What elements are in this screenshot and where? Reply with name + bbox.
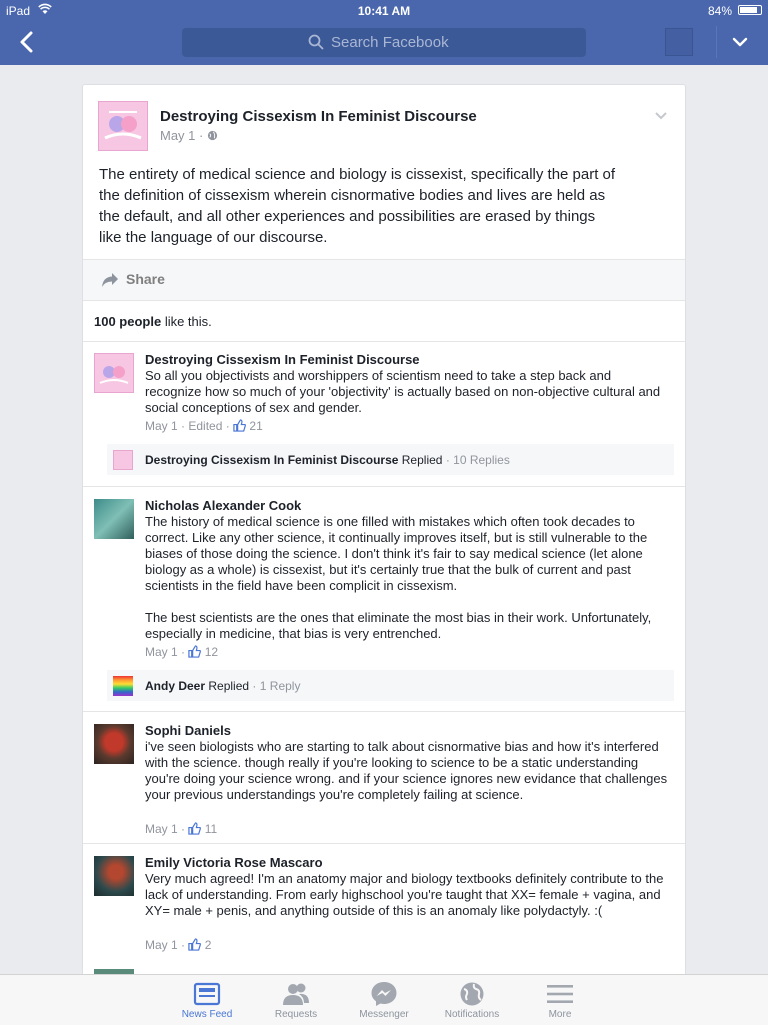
- comment-date[interactable]: May 1: [145, 419, 178, 433]
- tab-bar: [0, 974, 768, 1025]
- navigation-bar: [0, 20, 768, 65]
- comment-date[interactable]: May 1: [145, 645, 178, 659]
- news-feed-icon: [193, 981, 221, 1007]
- comment-date[interactable]: May 1: [145, 822, 178, 836]
- tab-label: News Feed: [181, 1009, 233, 1020]
- tab-requests[interactable]: [256, 975, 336, 1025]
- comment-body: So all you objectivists and worshippers of scientism need to take a step back and recognize how so much of your 'objectivity' is actually based on non-objective cultural and social conceptions of sex and gender.: [145, 368, 661, 415]
- avatar[interactable]: [94, 499, 134, 539]
- comment: [83, 487, 685, 711]
- edited-label[interactable]: Edited: [188, 419, 223, 433]
- comment-body-paragraph-2: The best scientists are the ones that eliminate the most bias in their work. Unfortunately, especially in medicine, that bias is very entrenched.: [145, 610, 652, 641]
- search-bar[interactable]: [182, 28, 586, 57]
- reply-count: · 10 Replies: [445, 453, 510, 467]
- reply-summary: [145, 679, 300, 693]
- share-icon: [101, 272, 119, 293]
- avatar[interactable]: [94, 353, 134, 393]
- replies-link[interactable]: [107, 670, 674, 701]
- comment-author[interactable]: Sophi Daniels: [145, 723, 231, 738]
- avatar[interactable]: [94, 856, 134, 896]
- like-icon[interactable]: [188, 645, 201, 661]
- chevron-left-icon: [14, 29, 40, 55]
- comment-meta: May 1 · Edited · 21: [145, 419, 263, 433]
- search-icon: [308, 34, 324, 54]
- reply-summary: [145, 453, 510, 467]
- tab-news-feed[interactable]: [167, 975, 247, 1025]
- comment-like-count: 11: [204, 822, 218, 836]
- likes-count[interactable]: 100 people: [94, 314, 162, 329]
- meta-separator: ·: [199, 128, 204, 143]
- comment: [83, 341, 685, 486]
- status-bar: [0, 0, 768, 20]
- friends-icon: [282, 981, 310, 1007]
- post-options-button[interactable]: [653, 109, 669, 127]
- tab-label: Notifications: [444, 1009, 500, 1020]
- page-avatar[interactable]: [98, 101, 148, 151]
- comment-meta: May 1 · 12: [145, 645, 219, 659]
- nav-menu-button[interactable]: [728, 32, 752, 52]
- battery-percent: 84%: [707, 4, 732, 18]
- tab-notifications[interactable]: [432, 975, 512, 1025]
- reply-avatar: [113, 676, 133, 696]
- menu-icon: [546, 981, 574, 1007]
- comment-meta: May 1 · 2: [145, 938, 212, 952]
- messenger-icon: [370, 981, 398, 1007]
- chevron-down-icon: [653, 110, 669, 122]
- comment-author[interactable]: Nicholas Alexander Cook: [145, 498, 302, 513]
- post-header: [83, 85, 685, 245]
- reply-author: Andy Deer: [145, 679, 206, 693]
- comment: [83, 712, 685, 843]
- comment-date[interactable]: May 1: [145, 938, 178, 952]
- comment-like-count: 12: [204, 645, 219, 659]
- like-icon[interactable]: [233, 419, 246, 435]
- comment-like-count: 2: [204, 938, 212, 952]
- reply-text: Replied: [208, 679, 250, 693]
- like-icon[interactable]: [188, 938, 201, 954]
- reply-author: Destroying Cissexism In Feminist Discourse: [145, 453, 399, 467]
- tab-more[interactable]: [520, 975, 600, 1025]
- nav-action-button[interactable]: [665, 28, 693, 56]
- tab-messenger[interactable]: [344, 975, 424, 1025]
- reply-avatar: [113, 450, 133, 470]
- likes-suffix: like this.: [161, 314, 212, 329]
- post-card: [82, 84, 686, 984]
- clock: 10:41 AM: [357, 4, 411, 18]
- nav-divider: [716, 26, 717, 58]
- tab-label: Requests: [274, 1009, 318, 1020]
- page-name[interactable]: Destroying Cissexism In Feminist Discourse: [160, 108, 477, 125]
- likes-text: [94, 314, 212, 329]
- share-label: Share: [126, 271, 165, 287]
- comment-body: i've seen biologists who are starting to talk about cisnormative bias and how it's interfered with the science. though really if you're looking to science to be a static understanding you're doing your science wrong. and if your science ignores new evidance that challenges your previous understandings you're completely failing at science.: [145, 739, 668, 802]
- post-text: The entirety of medical science and biology is cissexist, specifically the part of the definition of cissexism wherein cisnormative bodies and lives are held as the default, and all other experiences and possibilities are erased by things like the language of our discourse.: [99, 166, 616, 246]
- likes-summary[interactable]: [83, 299, 685, 342]
- reply-text: Replied: [401, 453, 443, 467]
- reply-count: · 1 Reply: [252, 679, 301, 693]
- comment-author[interactable]: Destroying Cissexism In Feminist Discourse: [145, 352, 420, 367]
- comment-body: The history of medical science is one filled with mistakes which often took decades to correct. Like any other science, it continually improves itself, but is still vulnerable to the biases of those doing the science. I don't think it's fair to say medical science (let alone biology as a whole) is cissexist, but it's certainly true that the bulk of current and past scientists in the field have been complicit in cissexism.: [145, 514, 648, 593]
- search-placeholder: Search Facebook: [331, 34, 449, 51]
- comment-body: Very much agreed! I'm an anatomy major and biology textbooks definitely contribute to the lack of understanding. From early highschool you're taught that XX= female + vagina, and XY= male + penis, and anything outside of this is an anomaly like polydactyly. :(: [145, 871, 664, 918]
- comment-meta: May 1 · 11: [145, 822, 218, 836]
- comment-author[interactable]: Emily Victoria Rose Mascaro: [145, 855, 323, 870]
- post-date[interactable]: May 1: [160, 128, 196, 143]
- chevron-down-icon: [728, 32, 752, 52]
- tab-label: More: [548, 1009, 572, 1020]
- globe-icon: [458, 981, 486, 1007]
- comment: [83, 844, 685, 964]
- comment-like-count: 21: [249, 419, 263, 433]
- back-button[interactable]: [14, 29, 40, 55]
- replies-link[interactable]: [107, 444, 674, 475]
- tab-label: Messenger: [359, 1009, 409, 1020]
- post-meta: [160, 128, 218, 143]
- like-icon[interactable]: [188, 822, 201, 838]
- share-button[interactable]: [83, 259, 685, 301]
- carrier-label: iPad: [6, 4, 31, 18]
- globe-icon: [207, 128, 218, 143]
- avatar[interactable]: [94, 724, 134, 764]
- battery-icon: [738, 5, 762, 15]
